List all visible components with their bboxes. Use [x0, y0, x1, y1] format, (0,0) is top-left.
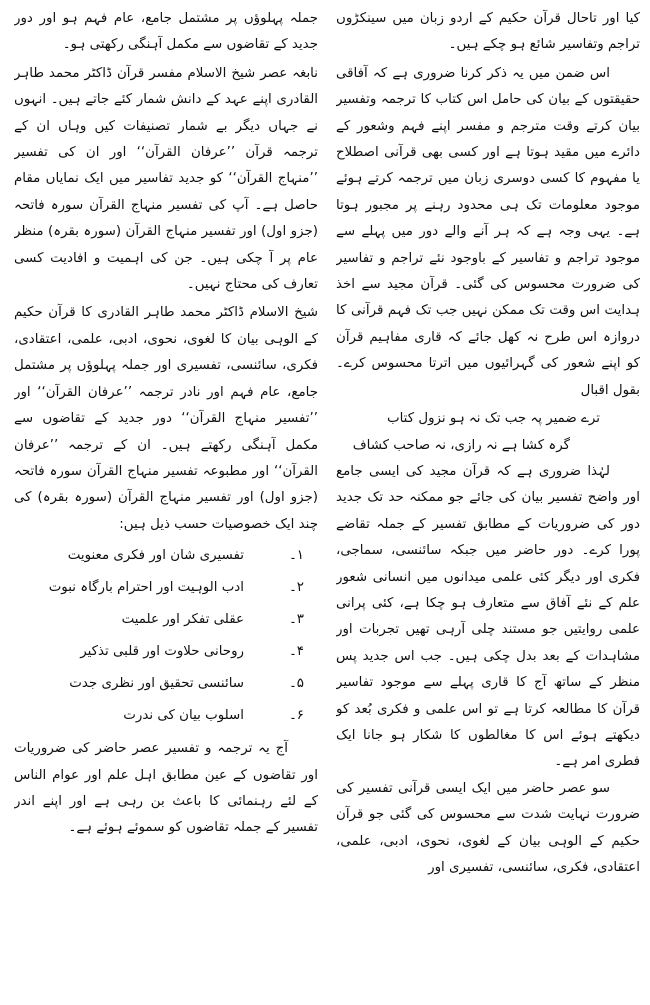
- list-item: [14, 700, 318, 732]
- item-text: روحانی حلاوت اور قلبی تذکیر: [80, 644, 244, 660]
- item-number: ۱۔: [288, 548, 304, 564]
- item-number: ۶۔: [288, 708, 304, 724]
- left-column: [14, 6, 318, 1001]
- right-column: [336, 6, 640, 1001]
- list-item: [14, 636, 318, 668]
- item-number: ۵۔: [288, 676, 304, 692]
- item-number: ۳۔: [288, 612, 304, 628]
- item-number: ۴۔: [288, 644, 304, 660]
- list-item: [14, 540, 318, 572]
- paragraph: آج یہ ترجمہ و تفسیر عصر حاضر کی ضروریات اور تقاضوں کے عین مطابق اہل علم اور عوام الناس کے لئے رہنمائی کا باعث بن رہی ہے اور اپنے اندر تفسیر کے جملہ تقاضوں کو سموئے ہوئے ہے۔: [14, 741, 318, 836]
- iqbal-couplet: [336, 406, 640, 459]
- item-text: اسلوب بیان کی ندرت: [123, 708, 244, 724]
- couplet-line: ترے ضمیر پہ جب تک نہ ہو نزول کتاب: [386, 411, 600, 427]
- list-item: [14, 572, 318, 604]
- item-text: عقلی تفکر اور علمیت: [121, 612, 244, 628]
- item-text: ادب الوہیت اور احترام بارگاہ نبوت: [48, 580, 244, 596]
- paragraph: شیخ الاسلام ڈاکٹر محمد طاہر القادری کا قرآن حکیم کے الوہی بیان کا لغوی، نحوی، ادبی، علمی، اعتقادی، فکری، سائنسی، تفسیری اور جملہ پہلوؤں پر مشتمل جامع، عام فہم اور نادر ترجمہ ’’عرفان القرآن‘‘ اور ’’تفسیر منہاج القرآن‘‘ دور جدید کے تقاضوں سے مکمل آہنگی رکھتے ہیں۔ ان کے ترجمہ ’’عرفان القرآن‘‘ اور مطبوعہ تفسیر منہاج القرآن سورہ فاتحہ (جزو اول) اور تفسیر منہاج القرآن (سورہ بقرہ) کی چند ایک خصوصیات حسب ذیل ہیں:: [14, 305, 318, 532]
- paragraph: سو عصر حاضر میں ایک ایسی قرآنی تفسیر کی ضرورت نہایت شدت سے محسوس کی گئی جو قرآن حکیم کے الوہی بیان کے لغوی، نحوی، ادبی، علمی، اعتقادی، فکری، سائنسی، تفسیری اور: [336, 780, 640, 875]
- item-text: سائنسی تحقیق اور نظری جدت: [69, 676, 244, 692]
- list-item: [14, 668, 318, 700]
- item-text: تفسیری شان اور فکری معنویت: [67, 548, 244, 564]
- paragraph: کیا اور تاحال قرآن حکیم کے اردو زبان میں سینکڑوں تراجم وتفاسیر شائع ہو چکے ہیں۔: [336, 11, 640, 53]
- list-item: [14, 604, 318, 636]
- paragraph: نابغہ عصر شیخ الاسلام مفسر قرآن ڈاکٹر محمد طاہر القادری اپنے عہد کے دانش شمار کئے جاتے ہیں۔ انہوں نے جہاں دیگر بے شمار تصنیفات کیں وہاں ان کے ترجمہ قرآن ’’عرفان القرآن‘‘ اور ان کی تفسیر ’’منہاج القرآن‘‘ کو جدید تفاسیر میں ایک نمایاں مقام حاصل ہے۔ آپ کی تفسیر منہاج القرآن سورہ فاتحہ (جزو اول) اور تفسیر منہاج القرآن (سورہ بقرہ) منظر عام پر آ چکی ہیں۔ جن کی اہمیت و افادیت کسی تعارف کی محتاج نہیں۔: [14, 65, 318, 293]
- paragraph: لہٰذا ضروری ہے کہ قرآن مجید کی ایسی جامع اور واضح تفسیر بیان کی جائے جو ممکنہ حد تک جدید دور کی ضروریات کے مطابق تفسیر کے جملہ تقاضے پورا کرے۔ دور حاضر میں جبکہ سائنسی، سماجی، فکری اور دیگر کئی علمی میدانوں میں انسانی شعور علم کے نئے آفاق سے متعارف ہو چکا ہے، کئی پرانی علمی روایتیں جو مستند چلی آرہی تھیں تجربات اور مشاہدات کے بعد بدل چکی ہیں۔ جب اس جدید پس منظر کے ساتھ آج کا قاری پہلے سے موجود تفاسیر قرآن کا مطالعہ کرتا ہے تو اس علمی و فکری بُعد کو دیکھتے ہوئے اس کا مغالطوں کا شکار ہو جانا ایک فطری امر ہے۔: [336, 463, 640, 770]
- item-number: ۲۔: [288, 580, 304, 596]
- paragraph: جملہ پہلوؤں پر مشتمل جامع، عام فہم ہو اور دور جدید کے تقاضوں سے مکمل آہنگی رکھتی ہو۔: [14, 11, 318, 53]
- features-list: [14, 540, 318, 732]
- couplet-line: گرہ کشا ہے نہ رازی، نہ صاحب کشاف: [352, 437, 570, 453]
- paragraph: اس ضمن میں یہ ذکر کرنا ضروری ہے کہ آفاقی حقیقتوں کے بیان کی حامل اس کتاب کا ترجمہ وتفسیر بیان کرتے وقت مترجم و مفسر اپنے فہم وشعور کے دائرے میں مقید ہوتا ہے اور کسی بھی قرآنی اصطلاح یا مفہوم کا کسی دوسری زبان میں ترجمہ کرتے ہوئے موجود معلومات تک ہی محدود رہنے پر مجبور ہوتا ہے۔ یہی وجہ ہے کہ ہر آنے والے دور میں پہلے سے موجود تراجم و تفاسیر کے باوجود نئے تراجم و تفاسیر کی ضرورت محسوس کی گئی۔ قرآن مجید سے اخذ ہدایت اس وقت تک ممکن نہیں جب تک فہم قرآنی کا دروازہ اس طرح نہ کھل جائے کہ قاری مفاہیم قرآن کو اپنے شعور کی گہرائیوں میں اترتا محسوس کرے۔ بقول اقبال: [336, 65, 640, 398]
